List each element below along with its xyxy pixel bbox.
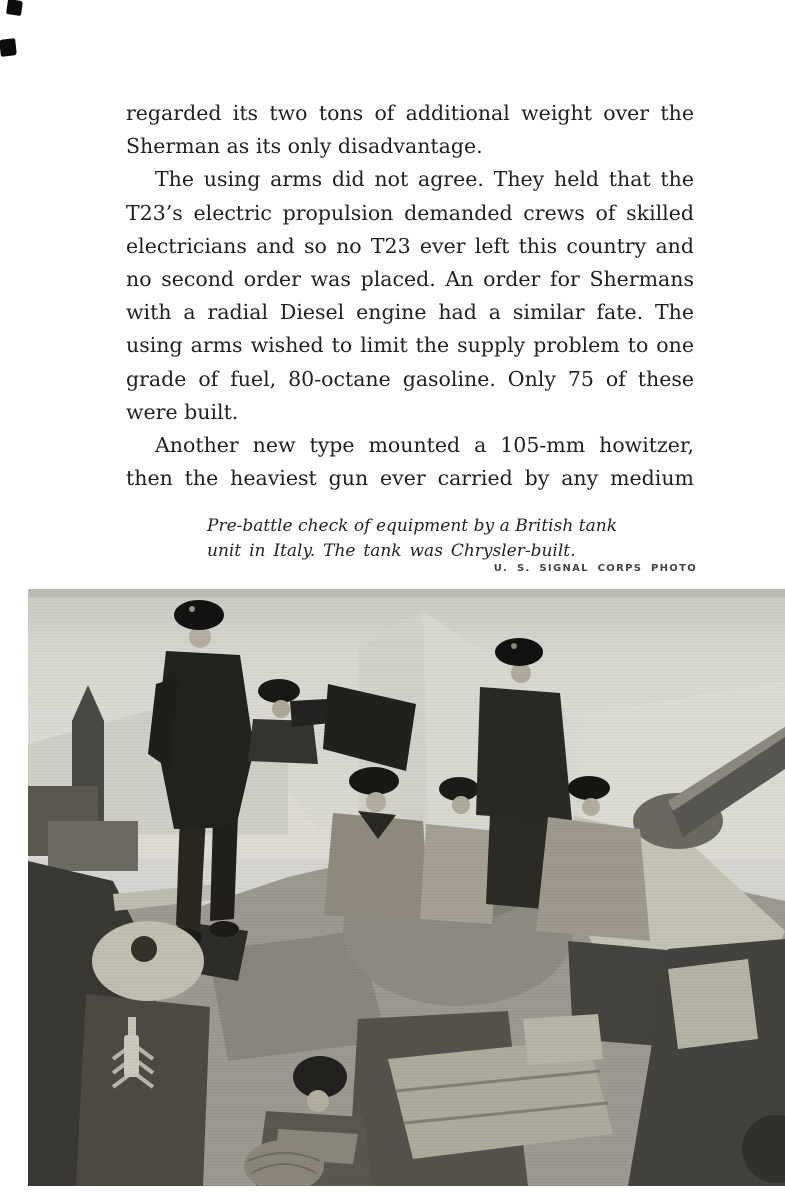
soldier-tam [76,921,210,1186]
building-left-2 [48,821,138,871]
caption-line: Pre-battle check of equipment by a British tank [207,516,617,536]
body-line: grade of fuel, 80-octane gasoline. Only 75 of these [126,366,694,391]
camera [290,699,330,727]
body-line: using arms wished to limit the supply problem to one [126,333,694,358]
photograph [28,589,785,1186]
bottle-neck [128,1017,136,1037]
photo-credit: U. S. SIGNAL CORPS PHOTO [493,563,697,574]
bottle [124,1035,139,1077]
photo-top-band [28,589,785,597]
beret-badge [189,606,195,612]
body-line: T23’s electric propulsion demanded crews of skilled [126,200,694,225]
body-line: regarded its two tons of additional weight over the [126,101,694,125]
body-line: no second order was placed. An order for Shermans [126,266,694,291]
beret [258,679,300,703]
body-line: Another new type mounted a 105-mm howitzer, [155,432,694,457]
ink-smudge-left [0,38,17,57]
tam-pompom [131,936,157,962]
body-line: electricians and so no T23 ever left this country and [126,233,694,258]
body-line: Sherman as its only disadvantage. [126,134,483,159]
beret [174,600,224,630]
beret [349,767,399,795]
photo-caption [207,514,617,563]
trouser-knee [668,959,758,1049]
ink-smudge-top [6,0,23,16]
caption-line: unit in Italy. The tank was Chrysler-built. [207,540,576,561]
body-line: were built. [126,399,239,424]
beret [568,776,610,800]
photo-illustration [28,589,785,1186]
body-line: The using arms did not agree. They held that the [155,167,694,192]
body-line: with a radial Diesel engine had a similar fate. The [126,300,694,325]
body-text-block [126,97,694,495]
beret-badge [511,643,517,649]
body-line: then the heaviest gun ever carried by any medium [126,466,694,491]
beret [495,638,543,666]
